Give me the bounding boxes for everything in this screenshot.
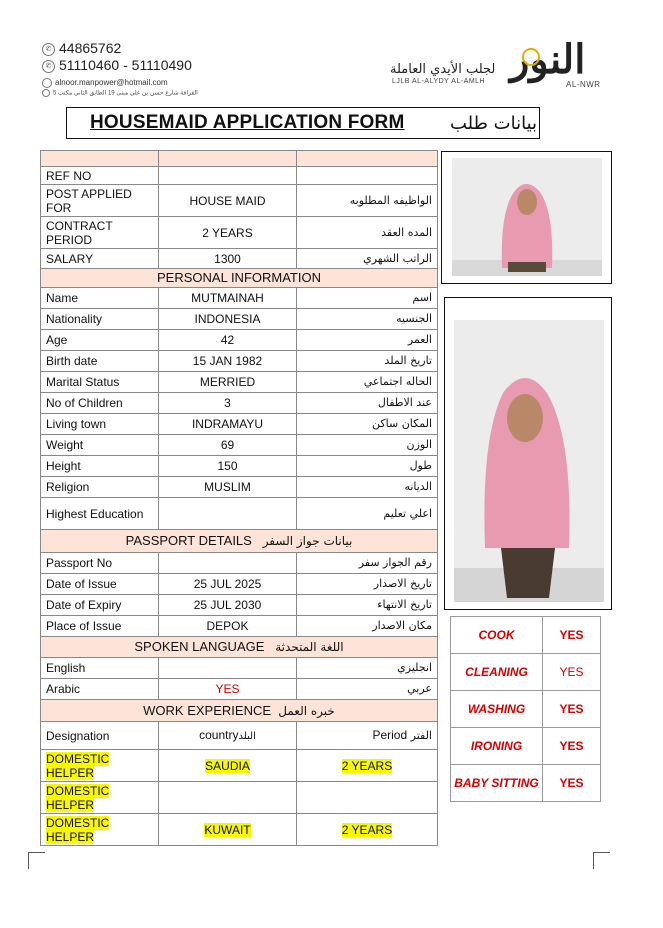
work-country-text: SAUDIA xyxy=(205,758,250,773)
field-label: Nationality xyxy=(41,309,159,330)
section-passport xyxy=(41,530,438,553)
salary-label-ar: الراتب الشهري xyxy=(297,249,438,269)
col-designation: Designation xyxy=(41,722,159,750)
field-value: 15 JAN 1982 xyxy=(159,351,297,372)
work-country xyxy=(159,750,297,782)
skill-value: YES xyxy=(543,617,601,654)
work-period xyxy=(297,782,438,814)
section-title xyxy=(41,530,438,553)
section-title-en: SPOKEN LANGUAGE xyxy=(134,639,265,654)
field-label-ar: رقم الجواز سفر xyxy=(297,553,438,574)
page-corner-mark xyxy=(28,852,45,869)
col-period-en: Period xyxy=(372,728,408,742)
table-row xyxy=(41,498,438,530)
skills-table xyxy=(450,616,601,802)
field-value xyxy=(159,658,297,679)
table-row xyxy=(41,167,438,185)
field-value: DEPOK xyxy=(159,616,297,637)
table-row xyxy=(41,309,438,330)
table-row xyxy=(41,393,438,414)
field-label-ar: تاريخ الاصدار xyxy=(297,574,438,595)
address-line xyxy=(42,89,198,97)
section-personal xyxy=(41,269,438,288)
skill-row xyxy=(451,691,601,728)
table-row xyxy=(41,477,438,498)
field-value: 3 xyxy=(159,393,297,414)
field-value: 25 JUL 2030 xyxy=(159,595,297,616)
section-title xyxy=(41,637,438,658)
email-text: alnoor.manpower@hotmail.com xyxy=(55,78,168,88)
salary-value: 1300 xyxy=(159,249,297,269)
skill-value: YES xyxy=(543,691,601,728)
table-row xyxy=(41,414,438,435)
table-row xyxy=(41,330,438,351)
section-language xyxy=(41,637,438,658)
field-label: Date of Expiry xyxy=(41,595,159,616)
location-icon xyxy=(42,89,50,97)
table-row xyxy=(41,288,438,309)
field-value: 69 xyxy=(159,435,297,456)
field-value xyxy=(159,498,297,530)
field-label: Marital Status xyxy=(41,372,159,393)
work-designation-text: DOMESTIC HELPER xyxy=(46,815,110,844)
table-row xyxy=(41,185,438,217)
skill-name: IRONING xyxy=(451,728,543,765)
company-name-en: LJLB AL-ALYDY AL-AMLH xyxy=(392,78,486,85)
salary-label: SALARY xyxy=(41,249,159,269)
phone-number-2: 51110460 - 51110490 xyxy=(59,57,192,73)
applicant-photo-small xyxy=(441,151,612,284)
post-value: HOUSE MAID xyxy=(159,185,297,217)
col-country-en: country xyxy=(199,727,239,742)
field-label-ar: عند الاطفال xyxy=(297,393,438,414)
form-title-ar: بيانات طلب xyxy=(450,113,538,134)
section-work xyxy=(41,700,438,722)
skill-name: BABY SITTING xyxy=(451,765,543,802)
skill-row xyxy=(451,654,601,691)
field-value: INDRAMAYU xyxy=(159,414,297,435)
application-form-table xyxy=(40,150,438,846)
work-designation xyxy=(41,750,159,782)
col-country-ar: البلد xyxy=(238,730,256,742)
table-row xyxy=(41,553,438,574)
bulb-icon xyxy=(522,48,540,66)
table-row xyxy=(41,595,438,616)
col-period-ar: الفتر xyxy=(410,729,432,742)
field-value: MUTMAINAH xyxy=(159,288,297,309)
table-row xyxy=(41,435,438,456)
field-label-ar: الديانه xyxy=(297,477,438,498)
table-header-row xyxy=(41,151,438,167)
field-value: MERRIED xyxy=(159,372,297,393)
section-title xyxy=(41,700,438,722)
work-designation xyxy=(41,782,159,814)
work-period-text: 2 YEARS xyxy=(341,758,393,773)
skill-name: WASHING xyxy=(451,691,543,728)
section-title: PERSONAL INFORMATION xyxy=(41,269,438,288)
field-label: Age xyxy=(41,330,159,351)
form-title: HOUSEMAID APPLICATION FORM xyxy=(90,112,405,133)
work-header-row xyxy=(41,722,438,750)
field-label-ar: الجنسيه xyxy=(297,309,438,330)
skill-row xyxy=(451,765,601,802)
phone-line-1 xyxy=(42,40,121,56)
contract-value: 2 YEARS xyxy=(159,217,297,249)
field-value xyxy=(159,553,297,574)
field-label: Name xyxy=(41,288,159,309)
work-period xyxy=(297,814,438,846)
field-value: INDONESIA xyxy=(159,309,297,330)
field-label: Religion xyxy=(41,477,159,498)
field-label-ar: عربي xyxy=(297,679,438,700)
work-row xyxy=(41,782,438,814)
post-label: POST APPLIED FOR xyxy=(41,185,159,217)
field-value: 42 xyxy=(159,330,297,351)
section-title-en: WORK EXPERIENCE xyxy=(143,702,272,718)
field-label-ar: الحاله اجتماعي xyxy=(297,372,438,393)
skill-value: YES xyxy=(543,765,601,802)
field-label-ar: طول xyxy=(297,456,438,477)
field-label: Passport No xyxy=(41,553,159,574)
field-value: MUSLIM xyxy=(159,477,297,498)
field-label-ar: العمر xyxy=(297,330,438,351)
table-row xyxy=(41,249,438,269)
field-label: Highest Education xyxy=(41,498,159,530)
col-period xyxy=(297,722,438,750)
work-designation xyxy=(41,814,159,846)
skill-value: YES xyxy=(543,654,601,691)
skill-row xyxy=(451,617,601,654)
work-designation-text: DOMESTIC HELPER xyxy=(46,783,110,812)
work-period xyxy=(297,750,438,782)
col-country xyxy=(159,722,297,750)
email-line xyxy=(42,78,168,88)
company-logo-text: AL-NWR xyxy=(566,80,601,89)
work-country-text: KUWAIT xyxy=(204,822,251,837)
phone-line-2 xyxy=(42,57,192,73)
table-row xyxy=(41,372,438,393)
contract-label-ar: المده العقد xyxy=(297,217,438,249)
section-title-ar: خبره العمل xyxy=(278,703,335,718)
table-row xyxy=(41,616,438,637)
field-value: 150 xyxy=(159,456,297,477)
work-designation-text: DOMESTIC HELPER xyxy=(46,751,110,780)
contract-label: CONTRACT PERIOD xyxy=(41,217,159,249)
post-label-ar: الواظيفه المطلوبه xyxy=(297,185,438,217)
field-label: Weight xyxy=(41,435,159,456)
email-icon xyxy=(42,78,52,88)
field-label: English xyxy=(41,658,159,679)
field-label: Date of Issue xyxy=(41,574,159,595)
company-logo-mark: النور xyxy=(510,36,586,83)
skill-name: CLEANING xyxy=(451,654,543,691)
section-title-en: PASSPORT DETAILS xyxy=(125,533,252,548)
applicant-photo-large xyxy=(444,297,612,610)
table-row xyxy=(41,217,438,249)
field-label-ar: مكان الاصدار xyxy=(297,616,438,637)
ref-value xyxy=(159,167,297,185)
section-title-ar: بيانات جواز السفر xyxy=(262,534,353,548)
field-label-ar: الوزن xyxy=(297,435,438,456)
table-row xyxy=(41,456,438,477)
skill-value: YES xyxy=(543,728,601,765)
work-row xyxy=(41,814,438,846)
field-label: Birth date xyxy=(41,351,159,372)
table-row xyxy=(41,658,438,679)
company-name-ar: لجلب الأيدي العاملة xyxy=(390,62,496,77)
field-label: Place of Issue xyxy=(41,616,159,637)
field-label-ar: انجليزي xyxy=(297,658,438,679)
work-row xyxy=(41,750,438,782)
field-label-ar: اعلي تعليم xyxy=(297,498,438,530)
ref-label: REF NO xyxy=(41,167,159,185)
field-label: No of Children xyxy=(41,393,159,414)
work-country xyxy=(159,814,297,846)
skill-row xyxy=(451,728,601,765)
field-value: 25 JUL 2025 xyxy=(159,574,297,595)
field-label: Height xyxy=(41,456,159,477)
phone-icon: ✆ xyxy=(42,43,55,56)
phone-icon: ✆ xyxy=(42,60,55,73)
phone-number-1: 44865762 xyxy=(59,40,122,56)
address-text: القرافة شارع حسن بن علي مبنى 19 الطابق الثاني مكتب 5 xyxy=(53,90,198,97)
field-label: Living town xyxy=(41,414,159,435)
field-label: Arabic xyxy=(41,679,159,700)
field-label-ar: تاريخ الملد xyxy=(297,351,438,372)
field-label-ar: المكان ساكن xyxy=(297,414,438,435)
skill-name: COOK xyxy=(451,617,543,654)
field-label-ar: تاريخ الانتهاء xyxy=(297,595,438,616)
table-row xyxy=(41,574,438,595)
work-country xyxy=(159,782,297,814)
field-value: YES xyxy=(159,679,297,700)
section-title-ar: اللغة المتحدثة xyxy=(275,640,344,654)
table-row xyxy=(41,679,438,700)
page-corner-mark xyxy=(593,852,610,869)
work-period-text: 2 YEARS xyxy=(341,822,393,837)
table-row xyxy=(41,351,438,372)
field-label-ar: اسم xyxy=(297,288,438,309)
